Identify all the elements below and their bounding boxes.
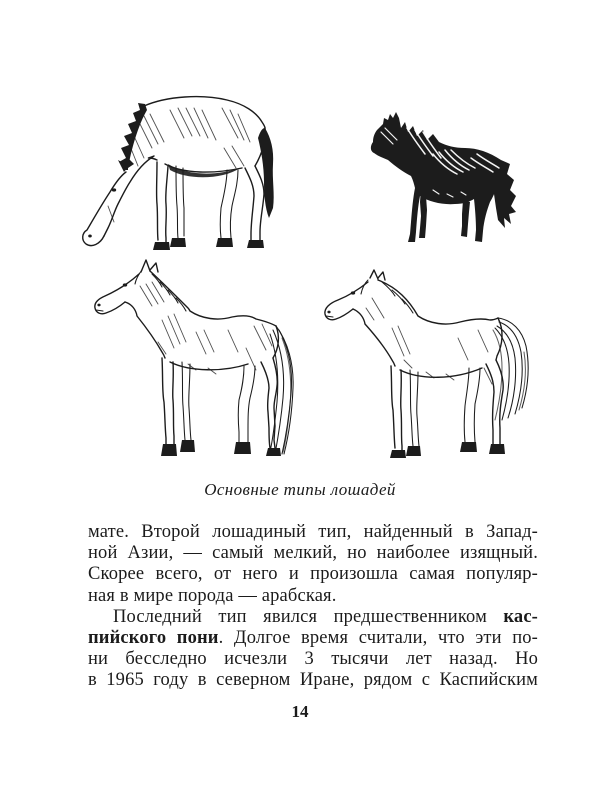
body-text-line [88,649,538,670]
body-text-line [88,628,538,649]
body-text-line [88,543,538,564]
text-segment: Последний тип явился предшественником [113,606,504,627]
bold-text-segment: пийского пони [88,628,219,649]
text-segment: . Долгое время считали, что эти по- [218,628,538,649]
illustration-caption: Основные типы лошадей [204,480,396,499]
text-segment: ная в мире порода — арабская. [88,585,337,606]
text-segment: мате. Второй лошадиный тип, найденный в Запад- [88,522,538,542]
shaggy-pony-illustration [363,110,535,252]
body-text-line [88,522,538,543]
lean-riding-horse-illustration [78,258,313,470]
page-number: 14 [291,702,309,721]
text-segment: ни бесследно исчезли 3 тысячи лет назад. Но [88,649,538,670]
text-segment: в 1965 году в северном Иране, рядом с Каспийским [88,670,538,691]
text-segment: ной Азии, — самый мелкий, но наиболее изящный. [88,543,538,564]
text-segment: Скорее всего, от него и произошла самая популяр- [88,564,538,585]
body-text-line [88,586,538,607]
body-text [88,522,538,692]
bold-text-segment: кас- [503,606,538,627]
body-text-line [88,564,538,585]
body-text-line [88,607,538,628]
body-text-line [88,670,538,691]
grazing-wild-horse-illustration [72,86,297,254]
arabian-type-horse-illustration [306,268,544,464]
